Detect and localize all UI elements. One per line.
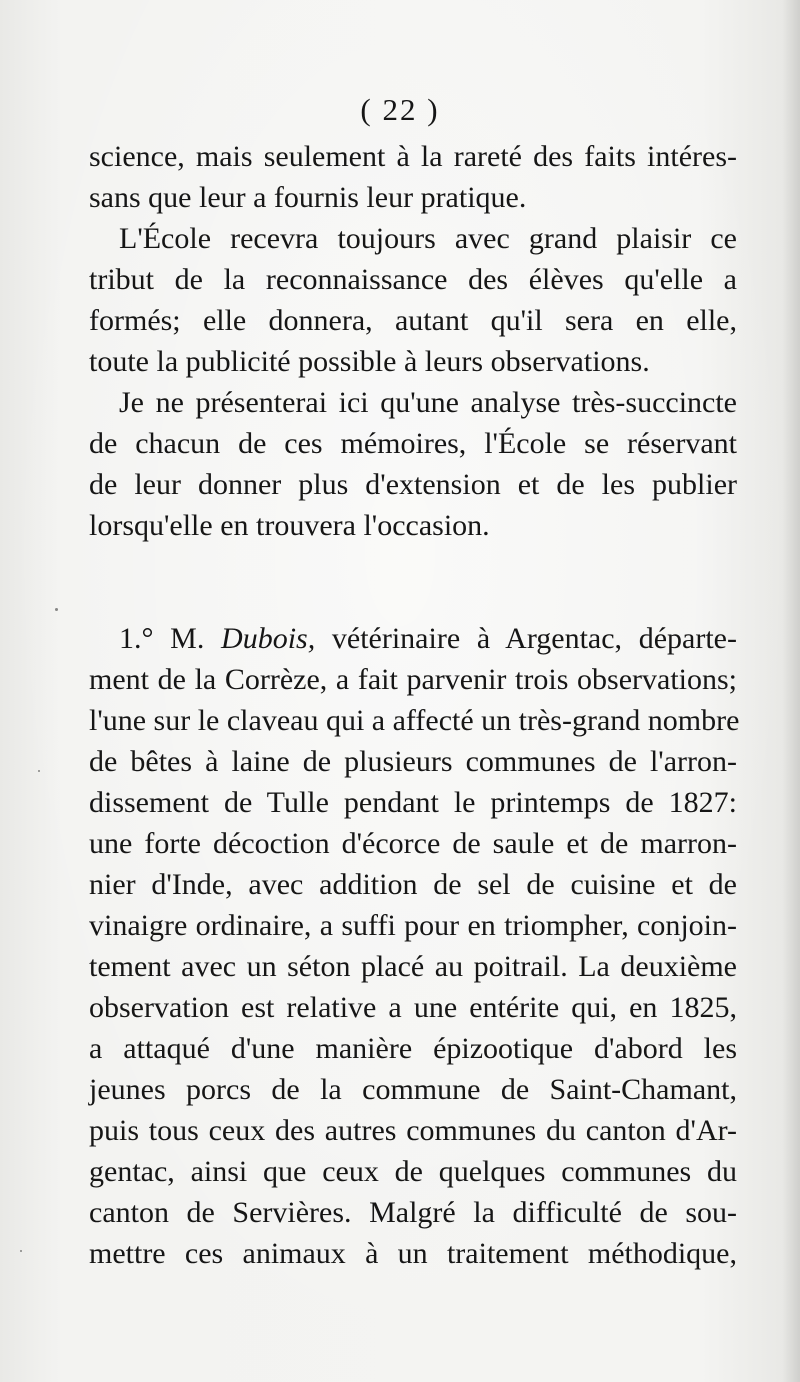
text-line: de leur donner plus d'extension et de les publier xyxy=(89,468,737,501)
text-line: tement avec un séton placé au poitrail. La deuxième xyxy=(89,950,737,983)
text-line: sans que leur a fournis leur pratique. xyxy=(89,181,527,214)
text-line: mettre ces animaux à un traitement méthodique, xyxy=(89,1237,737,1270)
text-line: L'École recevra toujours avec grand plaisir ce xyxy=(119,222,737,255)
text-line: lorsqu'elle en trouvera l'occasion. xyxy=(89,509,490,542)
page-edge-shadow xyxy=(782,0,800,1382)
ink-speck xyxy=(38,770,40,772)
text-line: tribut de la reconnaissance des élèves qu'elle a xyxy=(89,263,737,296)
ink-speck xyxy=(20,1250,22,1252)
text-line: gentac, ainsi que ceux de quelques communes du xyxy=(89,1155,737,1188)
text-line: vinaigre ordinaire, a suffi pour en triompher, conjoin- xyxy=(89,909,737,942)
page-number: ( 22 ) xyxy=(360,92,440,127)
text-line: ment de la Corrèze, a fait parvenir trois observations; xyxy=(89,663,737,696)
text-line: jeunes porcs de la commune de Saint-Chamant, xyxy=(89,1073,737,1106)
text-line: nier d'Inde, avec addition de sel de cuisine et de xyxy=(89,868,737,901)
text-line: canton de Servières. Malgré la difficulté de sou- xyxy=(89,1196,737,1229)
entry-heading-line xyxy=(89,618,737,659)
ink-speck xyxy=(55,608,58,611)
text-line: Je ne présenterai ici qu'une analyse très-succincte xyxy=(119,386,737,419)
text-line: observation est relative a une entérite qui, en 1825, xyxy=(89,991,737,1024)
text-line: a attaqué d'une manière épizootique d'abord les xyxy=(89,1032,737,1065)
text-line: formés; elle donnera, autant qu'il sera en elle, xyxy=(89,304,737,337)
section-gap xyxy=(89,546,737,618)
text-line: une forte décoction d'écorce de saule et de marron- xyxy=(89,827,737,860)
text-line: puis tous ceux des autres communes du canton d'Ar- xyxy=(89,1114,737,1147)
text-line: dissement de Tulle pendant le printemps de 1827: xyxy=(89,786,737,819)
entry-heading-rest: vétérinaire à Argentac, départe- xyxy=(315,622,737,655)
text-line: toute la publicité possible à leurs observations. xyxy=(89,345,650,378)
text-line: l'une sur le claveau qui a affecté un très-grand nombre xyxy=(89,704,740,737)
entry-number: 1.° M. xyxy=(119,622,222,655)
author-name: Dubois, xyxy=(221,622,316,655)
text-line: science, mais seulement à la rareté des faits intéres- xyxy=(89,140,737,173)
page-body xyxy=(89,136,740,1274)
text-line: de chacun de ces mémoires, l'École se réservant xyxy=(89,427,737,460)
text-line: de bêtes à laine de plusieurs communes de l'arron- xyxy=(89,745,737,778)
